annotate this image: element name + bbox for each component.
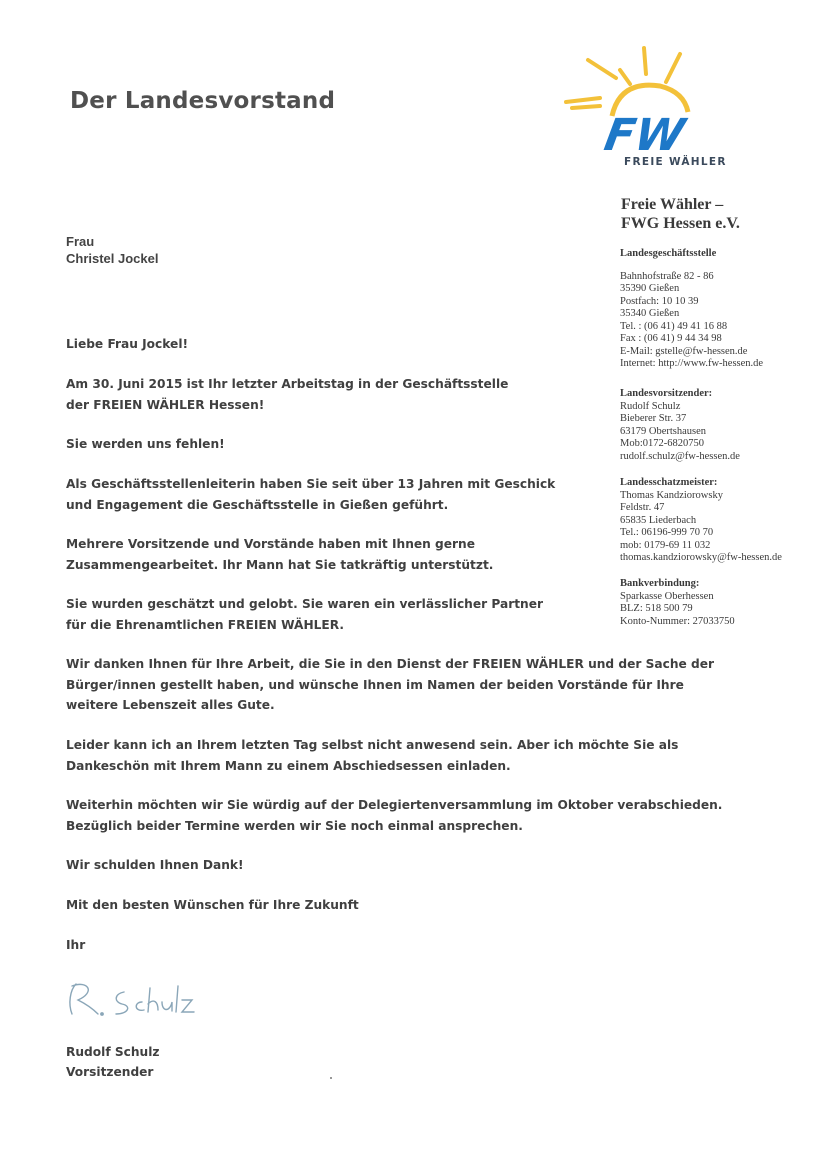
sidebar-treasurer-line: Feldstr. 47 — [620, 502, 665, 513]
paragraph-line: Mit den besten Wünschen für Ihre Zukunft — [66, 898, 359, 912]
organization-name-line2: FWG Hessen e.V. — [621, 215, 740, 232]
signer-name: Rudolf Schulz — [66, 1045, 160, 1059]
paragraph-line: Bezüglich beider Termine werden wir Sie noch einmal ansprechen. — [66, 818, 523, 833]
sidebar-chair-line: Bieberer Str. 37 — [620, 413, 687, 424]
paragraph-line: Dankeschön mit Ihrem Mann zu einem Abschiedsessen einladen. — [66, 758, 511, 773]
salutation: Liebe Frau Jockel! — [66, 337, 189, 351]
letter-paragraph — [66, 594, 543, 635]
paragraph-line: Wir schulden Ihnen Dank! — [66, 858, 244, 872]
paragraph-line: Mehrere Vorsitzende und Vorstände haben mit Ihnen gerne — [66, 537, 475, 551]
logo-caption: FREIE WÄHLER — [624, 156, 727, 168]
recipient-line: Christel Jockel — [66, 251, 159, 266]
recipient-line: Frau — [66, 234, 95, 249]
signer-block — [66, 1042, 160, 1082]
letter-paragraph — [66, 855, 244, 876]
page-title: Der Landesvorstand — [70, 88, 336, 114]
paragraph-line: und Engagement die Geschäftsstelle in Gießen geführt. — [66, 497, 449, 512]
paragraph-line: Wir danken Ihnen für Ihre Arbeit, die Sie in den Dienst der FREIEN WÄHLER und der Sache der — [66, 657, 715, 671]
sidebar-chair-line: 63179 Obertshausen — [620, 425, 707, 437]
sidebar-office — [620, 248, 763, 371]
sidebar-office-line: Internet: http://www.fw-hessen.de — [620, 358, 764, 369]
scan-speck — [330, 1077, 332, 1079]
logo-mark: FW — [600, 110, 689, 161]
paragraph-line: Sie werden uns fehlen! — [66, 437, 225, 451]
sidebar-treasurer-line: 65835 Liederbach — [620, 514, 697, 526]
sidebar-office-line: Fax : (06 41) 9 44 34 98 — [620, 333, 722, 344]
sidebar-chair-line: rudolf.schulz@fw-hessen.de — [620, 450, 740, 462]
sidebar-chair-line: Rudolf Schulz — [620, 400, 681, 412]
sidebar-chair-title: Landesvorsitzender: — [620, 388, 713, 399]
sidebar-chair-line: Mob:0172-6820750 — [620, 438, 704, 449]
paragraph-line: für die Ehrenamtlichen FREIEN WÄHLER. — [66, 617, 344, 632]
paragraph-line: Als Geschäftsstellenleiterin haben Sie seit über 13 Jahren mit Geschick — [66, 477, 556, 491]
signer-role: Vorsitzender — [66, 1065, 154, 1079]
sidebar-treasurer-line: mob: 0179-69 11 032 — [620, 539, 711, 551]
sidebar-office-line: Postfach: 10 10 39 — [620, 295, 699, 307]
paragraph-line: Bürger/innen gestellt haben, und wünsche Ihnen im Namen der beiden Vorstände für Ihre — [66, 677, 684, 692]
sun-rays-icon — [566, 48, 680, 108]
sidebar-office-line: E-Mail: gstelle@fw-hessen.de — [620, 345, 748, 357]
sidebar-office-line: 35340 Gießen — [620, 308, 680, 319]
paragraph-line: Leider kann ich an Ihrem letzten Tag selbst nicht anwesend sein. Aber ich möchte Sie als — [66, 738, 679, 752]
sidebar-treasurer — [620, 477, 782, 565]
recipient-address — [66, 233, 159, 267]
paragraph-line: der FREIEN WÄHLER Hessen! — [66, 397, 265, 412]
sidebar-office-line: 35390 Gießen — [620, 283, 680, 294]
letter-paragraph — [66, 795, 722, 836]
organization-name — [621, 195, 740, 233]
sidebar-bank-line: Konto-Nummer: 27033750 — [620, 615, 735, 627]
paragraph-line: weitere Lebenszeit alles Gute. — [66, 698, 275, 712]
sidebar-treasurer-line: thomas.kandziorowsky@fw-hessen.de — [620, 552, 782, 563]
sidebar-treasurer-line: Tel.: 06196-999 70 70 — [620, 527, 714, 538]
letter-paragraph — [66, 434, 225, 455]
letter-paragraph — [66, 735, 678, 776]
paragraph-line: Sie wurden geschätzt und gelobt. Sie waren ein verlässlicher Partner — [66, 597, 543, 611]
letter-paragraph — [66, 654, 714, 716]
sidebar-chair — [620, 388, 740, 463]
paragraph-line: Zusammengearbeitet. Ihr Mann hat Sie tatkräftig unterstützt. — [66, 557, 494, 572]
sidebar-office-title: Landesgeschäftsstelle — [620, 248, 717, 259]
letter-paragraph — [66, 935, 85, 956]
sidebar-treasurer-line: Thomas Kandziorowsky — [620, 489, 723, 501]
sidebar-treasurer-title: Landesschatzmeister: — [620, 477, 718, 488]
sidebar-office-line: Bahnhofstraße 82 - 86 — [620, 270, 714, 282]
letter-paragraph — [66, 374, 508, 415]
letter-paragraph — [66, 895, 359, 916]
letter-paragraph — [66, 534, 493, 575]
paragraph-line: Am 30. Juni 2015 ist Ihr letzter Arbeitstag in der Geschäftsstelle — [66, 377, 509, 391]
paragraph-line: Weiterhin möchten wir Sie würdig auf der Delegiertenversammlung im Oktober verabschieden. — [66, 798, 723, 812]
freie-waehler-logo — [560, 40, 730, 175]
sidebar-bank-title: Bankverbindung: — [620, 578, 700, 589]
organization-name-line1: Freie Wähler – — [621, 196, 724, 213]
sidebar-bank-line: BLZ: 518 500 79 — [620, 603, 693, 614]
handwritten-signature — [62, 978, 202, 1026]
sidebar-bank — [620, 578, 735, 628]
sidebar-office-line: Tel. : (06 41) 49 41 16 88 — [620, 320, 728, 332]
sidebar-bank-line: Sparkasse Oberhessen — [620, 590, 714, 602]
letter-paragraph — [66, 474, 555, 515]
paragraph-line: Ihr — [66, 938, 86, 952]
